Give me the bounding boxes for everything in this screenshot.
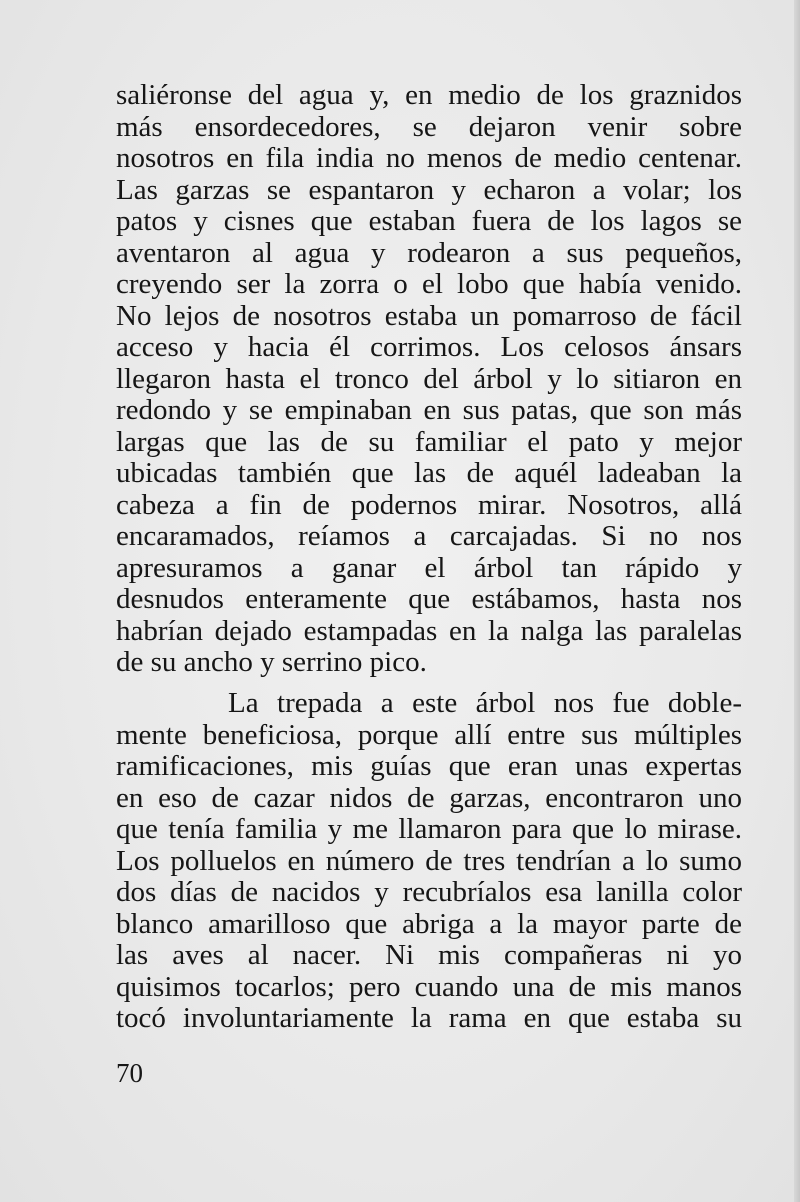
- text-line: nosotros en fila india no menos de medio centenar.: [116, 142, 742, 174]
- text-line: La trepada a este árbol nos fue doble-: [228, 687, 742, 719]
- text-line: largas que las de su familiar el pato y mejor: [116, 425, 742, 458]
- text-line: blanco amarilloso que abriga a la mayor parte de: [116, 907, 742, 940]
- text-line: patos y cisnes que estaban fuera de los lagos se: [116, 205, 742, 237]
- text-line: más ensordecedores, se dejaron venir sobre: [116, 110, 742, 143]
- text-line: No lejos de nosotros estaba un pomarroso de fácil: [116, 299, 742, 332]
- text-line: las aves al nacer. Ni mis compañeras ni yo: [116, 939, 742, 971]
- text-line: de su ancho y serrino pico.: [116, 646, 427, 678]
- text-line: creyendo ser la zorra o el lobo que había venido.: [116, 268, 742, 300]
- page-number: 70: [116, 1058, 143, 1088]
- text-line: mente beneficiosa, porque allí entre sus múltiples: [116, 718, 742, 751]
- text-line: dos días de nacidos y recubríalos esa lanilla color: [116, 876, 742, 908]
- text-line: cabeza a fin de podernos mirar. Nosotros, allá: [116, 488, 742, 521]
- text-line: quisimos tocarlos; pero cuando una de mis manos: [116, 970, 742, 1003]
- text-line: apresuramos a ganar el árbol tan rápido y: [116, 551, 742, 584]
- text-line: Las garzas se espantaron y echaron a volar; los: [116, 173, 742, 206]
- text-line: saliéronse del agua y, en medio de los graznidos: [116, 79, 742, 111]
- paragraph-2: [116, 688, 742, 1035]
- text-line: aventaron al agua y rodearon a sus pequeños,: [116, 236, 742, 269]
- text-line: encaramados, reíamos a carcajadas. Si no nos: [116, 520, 742, 552]
- page-edge-shadow: [794, 0, 800, 1202]
- text-line: Los polluelos en número de tres tendrían a lo sumo: [116, 844, 742, 877]
- text-line: redondo y se empinaban en sus patas, que son más: [116, 394, 742, 426]
- text-line: acceso y hacia él corrimos. Los celosos ánsars: [116, 331, 742, 363]
- text-line: en eso de cazar nidos de garzas, encontraron uno: [116, 781, 742, 814]
- text-line: ramificaciones, mis guías que eran unas expertas: [116, 750, 742, 782]
- text-line: tocó involuntariamente la rama en que estaba su: [116, 1002, 742, 1034]
- paragraph-1: [116, 80, 742, 679]
- text-line: llegaron hasta el tronco del árbol y lo sitiaron en: [116, 362, 742, 395]
- text-line: desnudos enteramente que estábamos, hasta nos: [116, 583, 742, 615]
- text-line: que tenía familia y me llamaron para que lo mirase.: [116, 813, 742, 845]
- text-line: habrían dejado estampadas en la nalga las paralelas: [116, 614, 742, 647]
- text-line: ubicadas también que las de aquél ladeaban la: [116, 457, 742, 489]
